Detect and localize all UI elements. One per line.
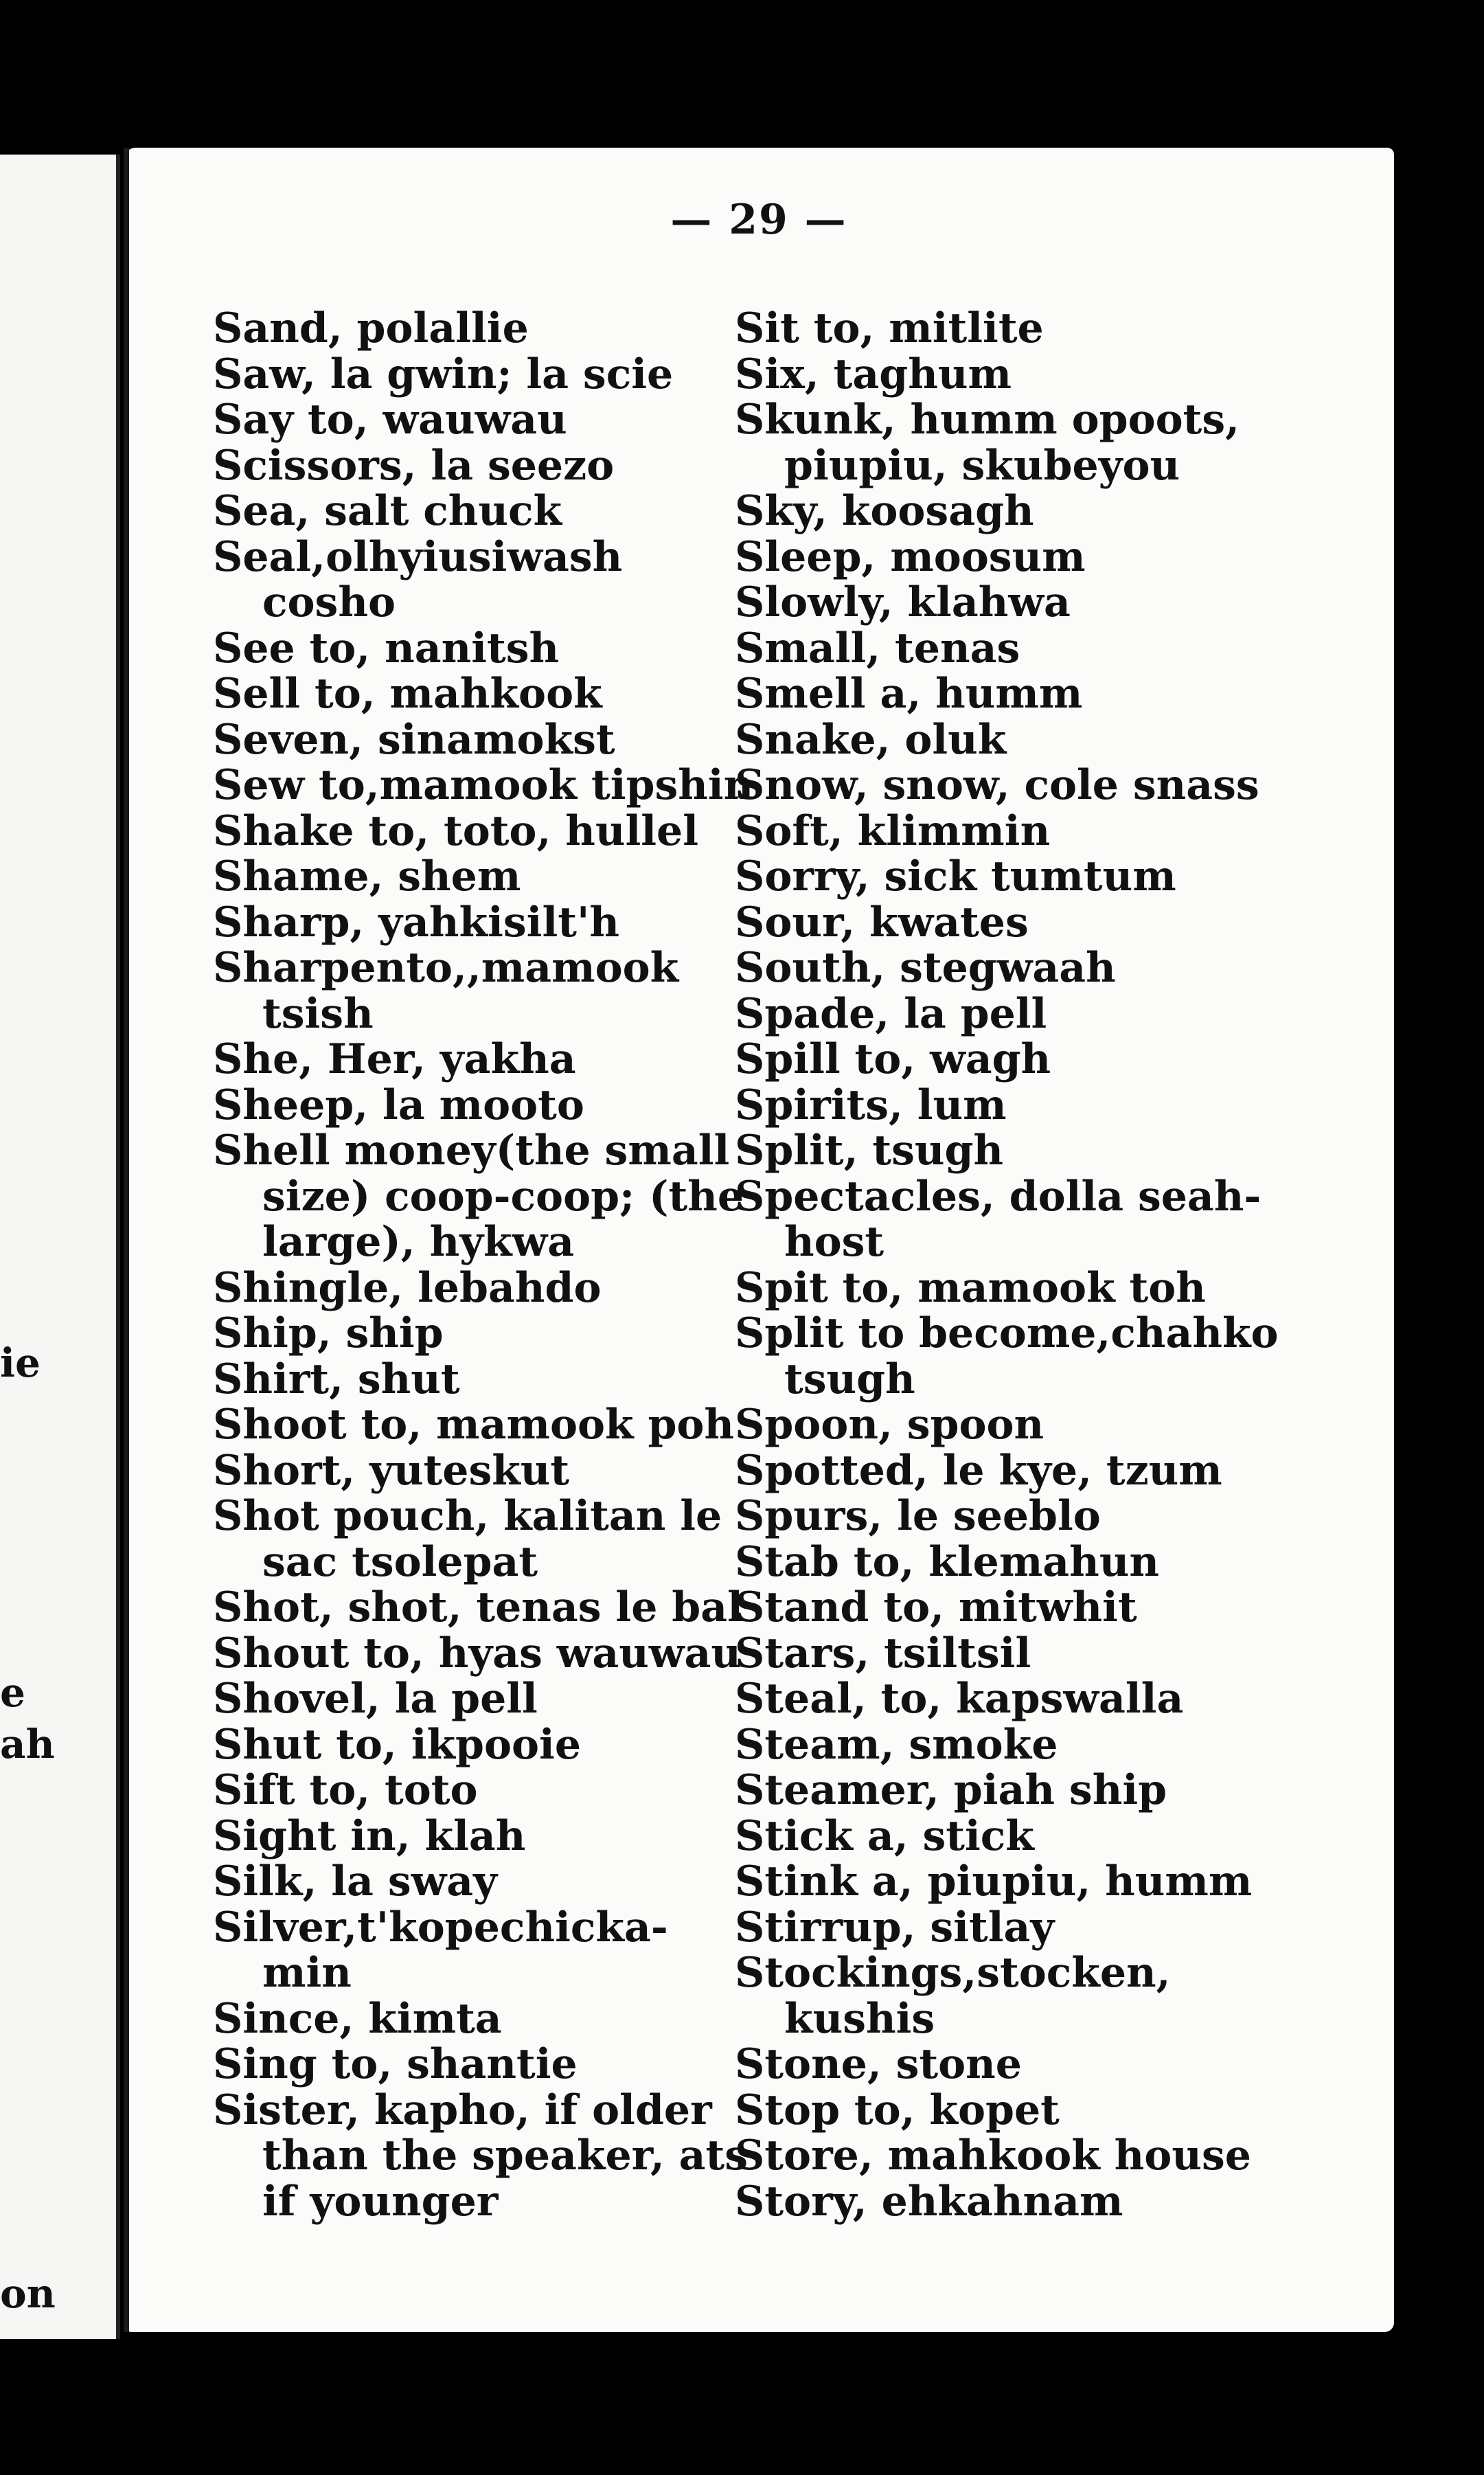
dictionary-entry xyxy=(213,443,735,489)
adjacent-page-fragment: on xyxy=(0,2270,56,2317)
dictionary-entry xyxy=(735,397,1387,488)
dictionary-entry xyxy=(213,671,735,717)
entry-headline: Soft, klimmin xyxy=(735,806,1051,855)
dictionary-entry xyxy=(735,1174,1387,1265)
dictionary-entry xyxy=(213,1127,744,1266)
dictionary-entry xyxy=(735,1722,1387,1768)
entry-headline: Shingle, lebahdo xyxy=(213,1263,602,1312)
dictionary-entry xyxy=(213,1265,735,1311)
entry-headline: Sew to,mamook tipshin xyxy=(213,761,754,809)
right-column xyxy=(735,306,1387,2224)
book-page xyxy=(124,148,1394,2332)
dictionary-entry xyxy=(735,1539,1387,1585)
dictionary-entry xyxy=(213,1402,735,1448)
dictionary-entry xyxy=(735,1448,1387,1494)
dictionary-entry xyxy=(213,761,754,809)
adjacent-page-edge xyxy=(0,155,120,2339)
dictionary-entry xyxy=(735,900,1387,946)
dictionary-entry xyxy=(735,1676,1387,1722)
dictionary-entry xyxy=(735,945,1387,991)
entry-continuation: size) coop-coop; (the xyxy=(262,1172,744,1221)
entry-headline: Spit to, mamook toh xyxy=(735,1263,1206,1312)
entry-headline: Spoon, spoon xyxy=(735,1401,1044,1449)
dictionary-entry xyxy=(735,717,1387,763)
dictionary-entry xyxy=(213,1722,735,1768)
dictionary-entry xyxy=(735,854,1387,900)
dictionary-entry xyxy=(735,1037,1387,1083)
dictionary-entry xyxy=(735,2088,1387,2134)
entry-headline: Six, taghum xyxy=(735,350,1012,398)
dictionary-entry xyxy=(213,626,735,672)
dictionary-entry xyxy=(735,1905,1387,1951)
dictionary-entry xyxy=(735,1813,1387,1860)
entry-headline: Short, yuteskut xyxy=(213,1446,570,1495)
dictionary-entry xyxy=(213,488,735,534)
adjacent-page-fragment: ie xyxy=(0,1340,41,1386)
dictionary-entry xyxy=(735,1128,1387,1174)
entry-headline: Skunk, humm opoots, xyxy=(735,396,1240,444)
entry-headline: She, Her, yakha xyxy=(213,1035,576,1083)
dictionary-entry xyxy=(213,717,735,763)
entry-headline: Sharp, yahkisilt'h xyxy=(213,898,619,947)
entry-continuation: piupiu, skubeyou xyxy=(784,441,1180,490)
dictionary-entry xyxy=(735,1767,1387,1813)
entry-headline: Sight in, klah xyxy=(213,1811,526,1860)
entry-headline: Sleep, moosum xyxy=(735,532,1086,581)
entry-continuation: sac tsolepat xyxy=(262,1537,538,1586)
entry-headline: Spill to, wagh xyxy=(735,1035,1051,1083)
entry-headline: Spade, la pell xyxy=(735,989,1047,1038)
dictionary-entry xyxy=(735,626,1387,672)
entry-headline: Sky, koosagh xyxy=(735,487,1034,535)
entry-headline: Store, mahkook house xyxy=(735,2132,1251,2180)
entry-headline: Shut to, ikpooie xyxy=(213,1720,582,1769)
dictionary-entry xyxy=(213,1357,735,1403)
entry-headline: Sand, polallie xyxy=(213,304,529,352)
entry-headline: Shot, shot, tenas le bal xyxy=(213,1583,743,1631)
entry-headline: Split, tsugh xyxy=(735,1127,1004,1175)
entry-headline: Steal, to, kapswalla xyxy=(735,1675,1184,1723)
entry-headline: Sea, salt chuck xyxy=(213,487,562,535)
entry-continuation: if younger xyxy=(262,2177,499,2226)
entry-headline: Scissors, la seezo xyxy=(213,441,615,490)
entry-headline: Sharpento,,mamook xyxy=(213,944,679,992)
dictionary-entry xyxy=(735,580,1387,626)
entry-continuation: kushis xyxy=(784,1994,935,2043)
dictionary-entry xyxy=(213,534,735,626)
entry-continuation: large), hykwa xyxy=(262,1218,575,1266)
entry-headline: Spectacles, dolla seah- xyxy=(735,1172,1262,1221)
entry-headline: Split to become,chahko xyxy=(735,1309,1279,1357)
entry-headline: Sift to, toto xyxy=(213,1766,478,1814)
entry-headline: Shovel, la pell xyxy=(213,1675,538,1723)
adjacent-page-fragment: ah xyxy=(0,1721,55,1767)
dictionary-entry xyxy=(735,534,1387,580)
entry-headline: Seal,olhyiusiwash xyxy=(213,532,623,581)
entry-headline: Steamer, piah ship xyxy=(735,1766,1167,1814)
dictionary-entry xyxy=(735,991,1387,1037)
entry-headline: Sister, kapho, if older xyxy=(213,2086,712,2134)
entry-headline: Stand to, mitwhit xyxy=(735,1583,1137,1631)
entry-headline: Seven, sinamokst xyxy=(213,715,615,764)
entry-headline: Spotted, le kye, tzum xyxy=(735,1446,1222,1495)
adjacent-page-fragment: e xyxy=(0,1669,25,1716)
entry-headline: Stone, stone xyxy=(735,2040,1022,2088)
entry-headline: Sheep, la mooto xyxy=(213,1081,584,1129)
dictionary-entry xyxy=(213,945,735,1037)
dictionary-entry xyxy=(213,1813,735,1860)
dictionary-entry xyxy=(213,1767,735,1813)
entry-headline: Shout to, hyas wauwau xyxy=(213,1629,742,1677)
entry-headline: Snake, oluk xyxy=(735,715,1007,764)
dictionary-entry xyxy=(213,900,735,946)
entry-headline: Since, kimta xyxy=(213,1994,502,2043)
entry-headline: Slowly, klahwa xyxy=(735,578,1071,626)
dictionary-entry xyxy=(735,1585,1387,1631)
dictionary-entry xyxy=(213,2086,749,2226)
entry-headline: Saw, la gwin; la scie xyxy=(213,350,674,398)
dictionary-entry xyxy=(735,1265,1387,1311)
dictionary-entry xyxy=(735,2042,1387,2088)
entry-continuation: host xyxy=(784,1218,884,1266)
dictionary-entry xyxy=(735,2179,1387,2225)
entry-headline: Small, tenas xyxy=(735,624,1020,673)
dictionary-entry xyxy=(213,1037,735,1083)
dictionary-entry xyxy=(213,397,735,443)
entry-headline: Stick a, stick xyxy=(735,1811,1034,1860)
dictionary-entry xyxy=(735,306,1387,352)
entry-headline: Shirt, shut xyxy=(213,1355,460,1403)
entry-headline: Smell a, humm xyxy=(735,670,1083,718)
entry-headline: See to, nanitsh xyxy=(213,624,560,673)
entry-headline: Shake to, toto, hullel xyxy=(213,806,699,855)
dictionary-entry xyxy=(213,1629,742,1677)
dictionary-entry xyxy=(735,1859,1387,1905)
dictionary-entry xyxy=(735,1950,1387,2042)
entry-headline: Shot pouch, kalitan le xyxy=(213,1492,722,1540)
dictionary-entry xyxy=(213,1493,735,1585)
dictionary-entry xyxy=(213,306,735,352)
entry-headline: Spirits, lum xyxy=(735,1081,1007,1129)
entry-continuation: min xyxy=(262,1949,352,1997)
entry-headline: Sit to, mitlite xyxy=(735,304,1044,352)
entry-headline: Silk, la sway xyxy=(213,1857,497,1906)
dictionary-entry xyxy=(213,1996,735,2042)
dictionary-entry xyxy=(213,2042,735,2088)
entry-headline: Sour, kwates xyxy=(735,898,1029,947)
dictionary-entry xyxy=(735,1083,1387,1129)
dictionary-entry xyxy=(213,1083,735,1129)
entry-continuation: than the speaker, ats xyxy=(262,2132,749,2180)
dictionary-entry xyxy=(735,671,1387,717)
dictionary-entry xyxy=(735,352,1387,398)
dictionary-entry xyxy=(213,1859,735,1905)
entry-headline: Ship, ship xyxy=(213,1309,444,1357)
entry-headline: Stockings,stocken, xyxy=(735,1949,1171,1997)
entry-continuation: tsugh xyxy=(784,1355,915,1403)
entry-headline: Silver,t'kopechicka- xyxy=(213,1903,668,1952)
entry-headline: Stars, tsiltsil xyxy=(735,1629,1031,1677)
dictionary-entry xyxy=(735,1631,1387,1677)
dictionary-entry xyxy=(735,762,1387,809)
dictionary-entry xyxy=(213,1311,735,1357)
dictionary-entry xyxy=(735,1402,1387,1448)
dictionary-entry xyxy=(213,1448,735,1494)
entry-continuation: cosho xyxy=(262,578,396,626)
dictionary-entry xyxy=(213,854,735,900)
entry-headline: Stirrup, sitlay xyxy=(735,1903,1055,1952)
entry-continuation: tsish xyxy=(262,989,374,1038)
dictionary-entry xyxy=(735,806,1387,855)
page-number: — 29 — xyxy=(670,196,847,244)
entry-headline: Story, ehkahnam xyxy=(735,2177,1123,2226)
entry-headline: Spurs, le seeblo xyxy=(735,1492,1101,1540)
entry-headline: Sing to, shantie xyxy=(213,2040,578,2088)
left-column xyxy=(213,304,754,2226)
dictionary-entry xyxy=(735,1311,1387,1402)
dictionary-entry xyxy=(735,2133,1387,2179)
entry-headline: Shoot to, mamook poh xyxy=(213,1401,735,1449)
dictionary-entry xyxy=(213,806,735,855)
dictionary-entry xyxy=(735,1493,1387,1539)
dictionary-entry xyxy=(735,488,1387,534)
entry-headline: Steam, smoke xyxy=(735,1720,1058,1769)
entry-headline: Shell money(the small xyxy=(213,1127,730,1175)
entry-headline: Stink a, piupiu, humm xyxy=(735,1857,1253,1906)
dictionary-entry xyxy=(213,1676,735,1722)
entry-headline: Stop to, kopet xyxy=(735,2086,1060,2134)
entry-headline: Stab to, klemahun xyxy=(735,1537,1160,1586)
dictionary-entry xyxy=(213,1905,735,1996)
entry-headline: Sell to, mahkook xyxy=(213,670,602,718)
entry-headline: South, stegwaah xyxy=(735,944,1116,992)
entry-headline: Sorry, sick tumtum xyxy=(735,852,1176,901)
entry-headline: Shame, shem xyxy=(213,852,521,901)
entry-headline: Snow, snow, cole snass xyxy=(735,761,1259,809)
dictionary-entry xyxy=(213,352,735,398)
dictionary-entry xyxy=(213,1583,743,1631)
entry-headline: Say to, wauwau xyxy=(213,396,567,444)
